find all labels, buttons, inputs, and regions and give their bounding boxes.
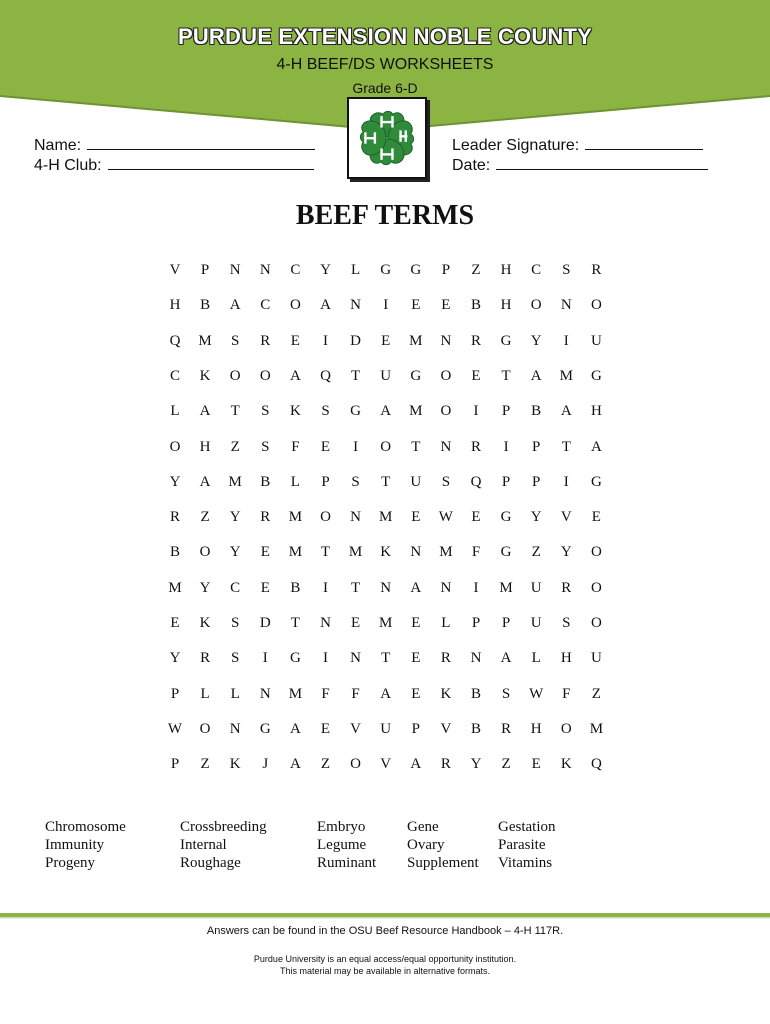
grid-letter: D [350,332,362,349]
grid-letter: L [531,650,541,667]
word-list-item: Internal [180,837,227,853]
grid-letter: P [501,615,511,631]
grid-letter: G [380,262,392,278]
grid-letter: O [590,544,602,561]
word-list-item: Roughage [180,855,241,871]
grid-letter: M [499,579,513,596]
grid-letter: G [289,650,301,667]
grid-letter: S [231,332,240,349]
date-field [452,155,708,175]
grid-letter: A [530,367,542,384]
grid-letter: R [169,509,180,526]
equal-opportunity-statement [0,953,770,977]
grid-letter: Y [530,509,542,526]
grid-letter: E [170,615,180,631]
grid-letter: E [471,367,481,384]
grid-letter: Y [199,579,211,596]
grid-letter: M [409,332,423,349]
grid-letter: Y [470,756,482,773]
grid-letter: Y [229,509,241,526]
grid-letter: M [348,544,363,561]
word-list-item: Parasite [498,837,546,853]
grid-letter: Q [169,332,181,349]
grid-letter: O [259,367,271,384]
word-list-item: Progeny [45,855,95,871]
grid-letter: A [560,403,572,420]
grid-letter: A [289,756,301,773]
grid-letter: E [441,297,451,314]
grid-letter: C [260,297,271,314]
grid-letter: E [411,685,421,702]
grid-letter: M [168,579,182,596]
grid-letter: Z [320,756,331,773]
grid-letter: R [561,579,572,596]
grid-letter: A [380,685,392,702]
grid-letter: O [440,403,452,420]
grid-letter: A [320,297,331,314]
grid-letter: A [590,438,602,455]
grid-letter: Z [531,544,541,561]
grid-letter: E [260,579,270,596]
grid-letter: R [591,262,602,278]
grid-letter: U [380,367,392,384]
grid-letter: O [289,297,301,314]
grid-letter: B [470,297,481,314]
grid-letter: G [500,509,512,526]
grid-letter: L [290,473,300,490]
grid-letter: I [323,332,328,349]
grid-letter: H [590,403,602,420]
word-list-item: Vitamins [498,855,553,871]
grid-letter: T [381,473,391,490]
grid-letter: H [530,720,542,737]
grid-letter: R [440,650,451,667]
grid-letter: G [500,332,512,349]
grid-letter: E [411,297,421,314]
grid-letter: M [589,720,604,737]
equal-opportunity-line-2: This material may be available in alternative formats. [279,966,491,976]
grid-letter: Y [169,473,181,490]
grid-letter: A [199,473,211,490]
grid-letter: M [198,332,212,349]
grid-letter: N [350,509,362,526]
grid-letter: R [200,650,211,667]
word-list-item: Ruminant [317,855,377,871]
grid-letter: S [501,685,511,702]
puzzle-title: BEEF TERMS [295,200,475,231]
grid-letter: L [200,685,210,702]
grid-letter: R [260,509,271,526]
grid-letter: M [379,615,393,631]
grid-letter: Q [320,367,331,384]
grid-letter: Y [169,650,181,667]
date-label: Date: [452,157,491,174]
grid-letter: Z [200,509,210,526]
grid-letter: A [410,579,422,596]
grid-letter: R [501,720,512,737]
grid-letter: K [440,685,452,702]
grid-letter: U [380,720,392,737]
grid-letter: E [351,615,361,631]
grid-letter: N [229,262,241,278]
grid-letter: N [560,297,572,314]
grid-letter: P [501,473,511,490]
grid-letter: T [351,579,361,596]
grid-letter: C [230,579,241,596]
grid-letter: O [530,297,542,314]
grid-letter: R [470,332,481,349]
grid-letter: B [290,579,301,596]
grid-letter: Q [470,473,482,490]
grid-letter: L [441,615,451,631]
grid-letter: U [530,579,542,596]
grid-letter: E [320,438,331,455]
header-grade: Grade 6-D [352,80,418,96]
grid-letter: S [562,262,571,278]
grid-letter: B [531,403,542,420]
grid-letter: B [200,297,211,314]
club-label: 4-H Club: [34,157,102,174]
grid-letter: N [229,720,241,737]
grid-letter: Z [200,756,210,773]
grid-letter: I [323,650,328,667]
grid-letter: O [199,720,211,737]
leader-signature-label: Leader Signature: [452,137,580,154]
grid-letter: N [440,332,452,349]
grid-letter: C [169,367,180,384]
grid-letter: E [411,509,421,526]
grid-letter: C [290,262,301,278]
grid-letter: H [500,262,512,278]
grid-letter: E [471,509,481,526]
grid-letter: O [590,615,602,631]
word-list-item: Legume [317,837,367,853]
grid-letter: B [169,544,180,561]
grid-letter: F [351,685,360,702]
grid-letter: T [501,367,511,384]
grid-letter: S [441,473,451,490]
grid-letter: S [562,615,571,631]
grid-letter: U [590,332,602,349]
grid-letter: F [291,438,300,455]
grid-letter: N [410,544,422,561]
grid-letter: R [260,332,271,349]
grid-letter: T [320,544,331,561]
grid-letter: L [170,403,180,420]
word-list-column [498,818,556,872]
grid-letter: T [351,367,361,384]
word-list-column [407,818,479,872]
grid-letter: N [470,650,482,667]
grid-letter: E [591,509,601,526]
grid-letter: N [440,438,452,455]
grid-letter: P [441,262,451,278]
grid-letter: I [323,579,328,596]
grid-letter: M [288,685,303,702]
club-field [34,155,314,175]
grid-letter: M [379,509,393,526]
grid-letter: P [321,473,330,490]
word-list-item: Crossbreeding [180,819,267,835]
word-list-item: Embryo [317,819,366,835]
grid-letter: T [561,438,571,455]
grid-letter: F [562,685,571,702]
grid-letter: H [560,650,572,667]
grid-letter: O [590,579,602,596]
name-field [34,135,315,155]
word-list-column [317,818,376,872]
grid-letter: N [350,297,362,314]
grid-letter: G [410,262,422,278]
grid-letter: N [440,579,452,596]
grid-letter: I [262,650,268,667]
grid-letter: U [530,615,542,631]
grid-letter: M [559,367,573,384]
grid-letter: N [259,262,271,278]
name-label: Name: [34,137,82,154]
grid-letter: S [261,403,270,420]
grid-letter: N [259,685,271,702]
grid-letter: N [350,650,362,667]
grid-letter: O [440,367,452,384]
grid-letter: T [230,403,240,420]
grid-letter: B [470,720,481,737]
grid-letter: P [532,438,541,455]
header-subtitle: 4-H BEEF/DS WORKSHEETS [276,56,494,73]
grid-letter: A [229,297,241,314]
grid-letter: T [381,650,391,667]
grid-letter: P [170,685,180,702]
answers-note: Answers can be found in the OSU Beef Resource Handbook – 4-H 117R. [206,925,564,937]
grid-letter: E [290,332,300,349]
grid-letter: G [590,367,602,384]
word-list-item: Gestation [498,819,556,835]
grid-letter: E [411,615,421,631]
grid-letter: L [230,685,240,702]
grid-letter: O [380,438,392,455]
grid-letter: G [590,473,602,490]
grid-letter: N [380,579,392,596]
grid-letter: S [231,650,240,667]
grid-letter: Y [229,544,241,561]
grid-letter: T [411,438,421,455]
grid-letter: D [259,615,271,631]
grid-letter: K [560,756,572,773]
grid-letter: A [199,403,211,420]
grid-letter: F [471,544,481,561]
grid-letter: F [321,685,330,702]
grid-letter: A [410,756,422,773]
grid-letter: I [473,403,479,420]
grid-letter: Z [501,756,511,773]
4-h-clover-logo [347,97,427,179]
grid-letter: H [169,297,181,314]
grid-letter: E [320,720,331,737]
grid-letter: V [350,720,362,737]
grid-letter: I [383,297,389,314]
grid-letter: M [288,509,303,526]
grid-letter: Y [320,262,331,278]
grid-letter: Q [590,756,602,773]
grid-letter: Y [560,544,572,561]
grid-letter: E [531,756,541,773]
grid-letter: L [351,262,361,278]
grid-letter: T [290,615,300,631]
word-list-item: Supplement [407,855,479,871]
grid-letter: O [320,509,331,526]
grid-letter: W [438,509,453,526]
grid-letter: B [260,473,271,490]
grid-letter: M [409,403,423,420]
grid-letter: V [440,720,452,737]
grid-letter: R [470,438,481,455]
word-list-item: Gene [407,819,439,835]
grid-letter: P [200,262,210,278]
grid-letter: Z [471,262,481,278]
word-list-item: Ovary [407,837,445,853]
leader-signature-field [452,135,703,155]
grid-letter: R [440,756,451,773]
grid-letter: E [411,650,421,667]
grid-letter: E [260,544,270,561]
grid-letter: U [590,650,602,667]
grid-letter: K [289,403,301,420]
date-line[interactable] [496,155,708,170]
grid-letter: J [262,756,269,773]
word-list-item: Immunity [45,837,105,853]
grid-letter: G [350,403,362,420]
grid-letter: B [470,685,481,702]
grid-letter: I [473,579,479,596]
grid-letter: P [501,403,511,420]
grid-letter: H [500,297,512,314]
grid-letter: U [410,473,422,490]
grid-letter: S [261,438,270,455]
name-line[interactable] [87,135,315,150]
grid-letter: A [500,650,512,667]
grid-letter: W [167,720,183,737]
grid-letter: G [259,720,271,737]
grid-letter: V [560,509,572,526]
grid-letter: Z [230,438,240,455]
grid-letter: V [169,262,181,278]
grid-letter: K [199,367,211,384]
grid-letter: G [410,367,422,384]
grid-letter: P [170,756,180,773]
word-list-column [45,818,126,872]
grid-letter: M [439,544,453,561]
word-list-item: Chromosome [45,819,126,835]
club-line[interactable] [108,155,314,170]
grid-letter: M [288,544,303,561]
grid-letter: C [531,262,542,278]
equal-opportunity-line-1: Purdue University is an equal access/equal opportunity institution. [253,954,517,964]
grid-letter: H [199,438,211,455]
grid-letter: G [500,544,512,561]
grid-letter: S [321,403,330,420]
grid-letter: I [563,473,569,490]
grid-letter: K [380,544,392,561]
grid-letter: A [380,403,392,420]
grid-letter: O [199,544,211,561]
grid-letter: O [350,756,362,773]
grid-letter: P [471,615,481,631]
grid-letter: I [503,438,509,455]
grid-letter: Y [530,332,542,349]
grid-letter: A [289,367,301,384]
grid-letter: S [351,473,360,490]
header-title: PURDUE EXTENSION NOBLE COUNTY [177,24,593,49]
grid-letter: N [320,615,331,631]
grid-letter: W [529,685,544,702]
grid-letter: V [380,756,392,773]
grid-letter: P [411,720,420,737]
grid-letter: K [229,756,241,773]
footer-bar [0,912,770,920]
grid-letter: S [231,615,240,631]
leader-signature-line[interactable] [585,135,703,150]
word-list-column [180,818,267,872]
grid-letter: O [169,438,181,455]
grid-letter: O [229,367,241,384]
grid-letter: E [381,332,391,349]
grid-letter: I [353,438,359,455]
grid-letter: Z [591,685,601,702]
grid-letter: M [228,473,242,490]
grid-letter: O [560,720,572,737]
grid-letter: A [289,720,301,737]
grid-letter: K [199,615,211,631]
grid-letter: I [563,332,569,349]
grid-letter: P [532,473,541,490]
grid-letter: O [590,297,602,314]
